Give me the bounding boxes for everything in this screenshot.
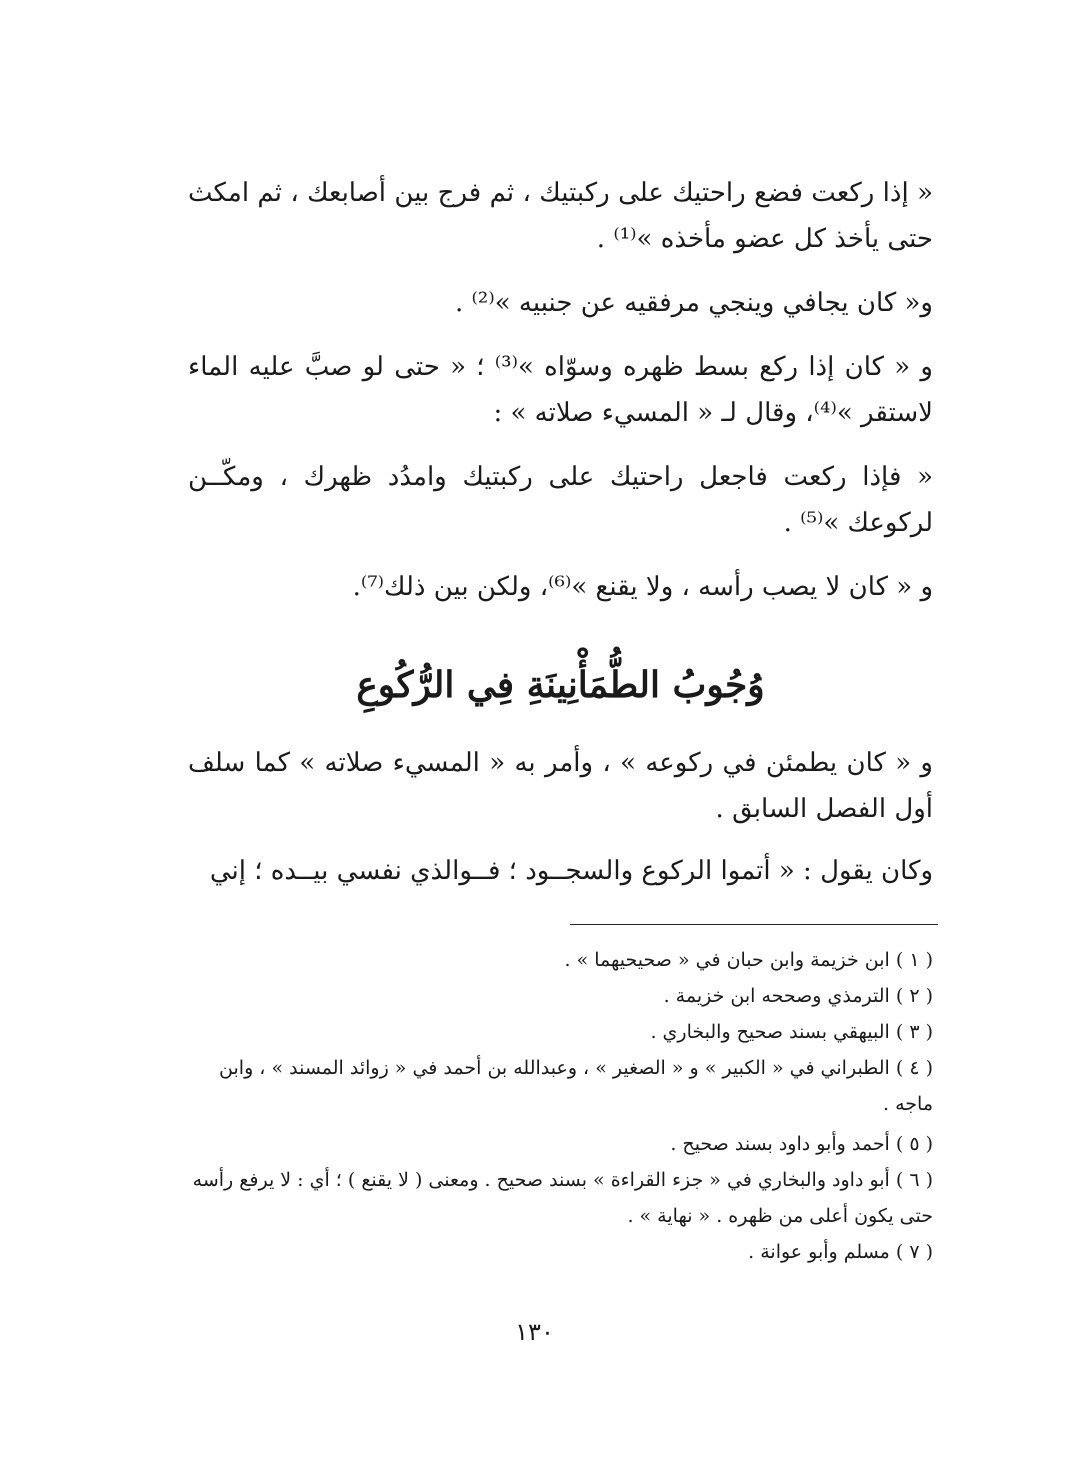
footnotes: [188, 942, 933, 1270]
paragraph-3: و « كان إذا ركع بسط ظهره وسوّاه »⁽³⁾ ؛ « حتى لو صبَّ عليه الماء لاستقر »⁽⁴⁾، وقال لـ « المسيء صلاته » :: [188, 352, 933, 428]
footnote-6: ( ٦ ) أبو داود والبخاري في « جزء القراءة » بسند صحيح . ومعنى ( لا يقنع ) ؛ أي : لا يرفع رأسه حتى يكون أعلى من ظهره . « نهاية » .: [192, 1169, 933, 1227]
main-text-block-2: [188, 740, 933, 910]
paragraph-1: « إذا ركعت فضع راحتيك على ركبتيك ، ثم فرج بين أصابعك ، ثم امكث حتى يأخذ كل عضو مأخذه »⁽¹⁾ .: [188, 178, 933, 254]
main-text-block: [188, 170, 933, 628]
footnote-3: ( ٣ ) البيهقي بسند صحيح والبخاري .: [650, 1021, 933, 1043]
footnote-divider: [570, 924, 938, 925]
section-heading: وُجُوبُ الطُّمَأْنِينَةِ فِي الرُّكُوعِ: [356, 664, 765, 706]
paragraph-6: و « كان يطمئن في ركوعه » ، وأمر به « المسيء صلاته » كما سلف أول الفصل السابق .: [188, 748, 933, 824]
footnote-4: ( ٤ ) الطبراني في « الكبير » و « الصغير » ، وعبدالله بن أحمد في « زوائد المسند » ، وابن ماجه .: [219, 1057, 933, 1115]
footnote-2: ( ٢ ) الترمذي وصححه ابن خزيمة .: [663, 985, 933, 1007]
footnote-7: ( ٧ ) مسلم وأبو عوانة .: [748, 1241, 933, 1263]
paragraph-7: وكان يقول : « أتموا الركوع والسجــود ؛ فــوالذي نفسي بيــده ؛ إني: [209, 856, 933, 886]
footnote-1: ( ١ ) ابن خزيمة وابن حبان في « صحيحيهما » .: [564, 949, 933, 971]
paragraph-2: و« كان يجافي وينجي مرفقيه عن جنبيه »⁽²⁾ .: [455, 288, 933, 318]
paragraph-5: و « كان لا يصب رأسه ، ولا يقنع »⁽⁶⁾، ولكن بين ذلك⁽⁷⁾.: [352, 572, 933, 602]
footnote-5: ( ٥ ) أحمد وأبو داود بسند صحيح .: [670, 1133, 933, 1155]
paragraph-4: « فإذا ركعت فاجعل راحتيك على ركبتيك وامدُد ظهرك ، ومكّــن لركوعك »⁽⁵⁾ .: [188, 462, 933, 538]
page-number: ١٣٠: [515, 1318, 554, 1346]
